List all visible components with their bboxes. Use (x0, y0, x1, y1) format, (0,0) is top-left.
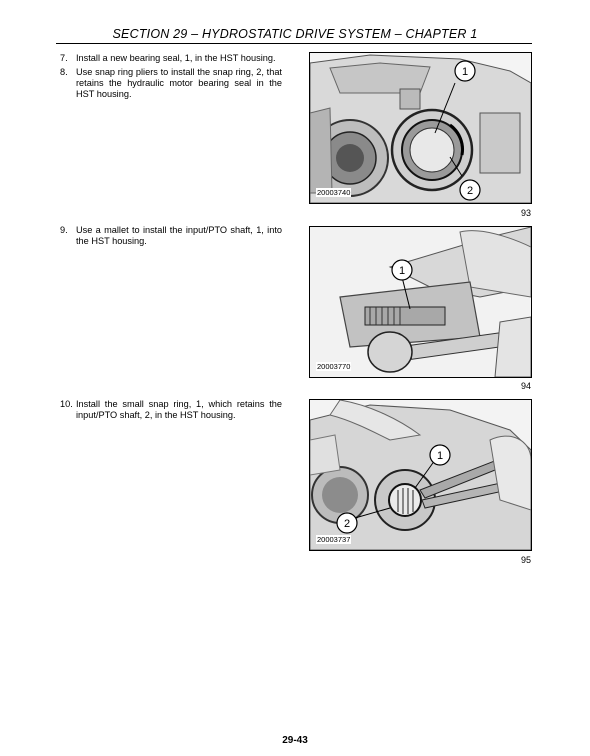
step-8 (60, 67, 285, 103)
figure-number: 95 (520, 555, 531, 565)
callout-2: 2 (343, 518, 351, 530)
input-pto-shaft-mallet-illustration (310, 227, 531, 377)
figure-number: 93 (520, 208, 531, 218)
callout-1: 1 (398, 265, 406, 277)
step-9 (60, 225, 285, 249)
step-7 (60, 53, 285, 65)
figure-code: 20003740 (317, 188, 351, 197)
step-number: 7. (60, 53, 68, 63)
figure-number: 94 (520, 381, 531, 391)
step-text: Use snap ring pliers to install the snap ring, 2, that retains the hydraulic motor bearing seal in the HST housing. (76, 67, 282, 99)
callout-1: 1 (461, 66, 469, 78)
hst-housing-bearing-seal-illustration (310, 53, 531, 203)
small-snap-ring-illustration (310, 400, 531, 550)
step-10 (60, 399, 285, 423)
step-number: 8. (60, 67, 68, 77)
step-number: 10. (60, 399, 73, 409)
figure-code: 20003737 (317, 535, 351, 544)
step-text: Install a new bearing seal, 1, in the HST housing. (76, 53, 276, 63)
page-number: 29-43 (282, 735, 308, 746)
callout-2: 2 (466, 185, 474, 197)
figure-95-photo (309, 399, 532, 551)
section-header: SECTION 29 – HYDROSTATIC DRIVE SYSTEM – CHAPTER 1 (112, 27, 478, 41)
figure-code: 20003770 (317, 362, 351, 371)
callout-1: 1 (436, 450, 444, 462)
figure-94-photo (309, 226, 532, 378)
step-text: Install the small snap ring, 1, which retains the input/PTO shaft, 2, in the HST housing. (76, 399, 282, 420)
step-number: 9. (60, 225, 68, 235)
figure-93-photo (309, 52, 532, 204)
step-text: Use a mallet to install the input/PTO shaft, 1, into the HST housing. (76, 225, 282, 246)
header-rule (56, 43, 532, 44)
